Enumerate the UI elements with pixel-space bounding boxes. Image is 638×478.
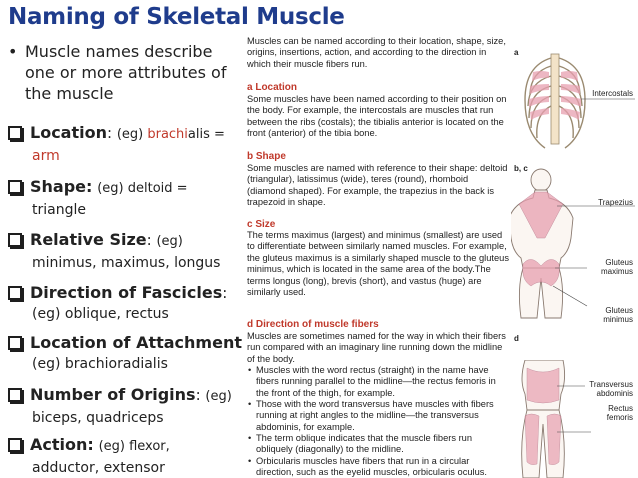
bullet-dot-icon: • [8,42,18,61]
section-b-heading: b Shape [247,151,286,162]
section-d-bullet: • Orbicularis muscles have fibers that run in a circular direction, such as the eyelid muscles, orbicularis oculus. [248,456,487,478]
attribute-term: Location [30,123,107,142]
section-c-heading: c Size [247,219,276,230]
label-gluteus-maximus: Gluteus maximus [600,258,633,276]
attribute-term: Direction of Fascicles [30,283,223,302]
section-a-heading: a Location [247,82,298,93]
attribute-term: Relative Size [30,230,147,249]
attribute-example: (eg) flexor, [98,439,170,454]
intro-bullet [8,41,244,104]
ribcage-illustration [511,44,638,159]
attribute-item-attachment [8,332,244,374]
back-muscles-illustration [511,168,638,328]
label-rectus-femoris: Rectus femoris [606,404,633,422]
checkbox-bullet-icon [8,126,22,140]
attribute-example-cont: adductor, extensor [32,460,165,476]
section-a-text: Some muscles have been named according to their position on the body. For example, the intercostals are muscles that run between the ribs (costals); the tibialis anterior is located on the front (anterior) of the tibia bone. [247,94,507,139]
intro-text: Muscle names describe one or more attributes of the muscle [25,42,227,103]
section-d-bullet: • The term oblique indicates that the muscle fibers run obliquely (diagonally) to the midline. [248,433,473,455]
attribute-term: Shape: [30,177,93,196]
checkbox-bullet-icon [8,336,22,350]
attribute-item-direction: Direction of Fascicles: (eg) oblique, rectus [8,282,244,324]
checkbox-bullet-icon [8,233,22,247]
label-intercostals: Intercostals [592,89,633,98]
section-d-bullet: • Muscles with the word rectus (straight) in the name have fibers running parallel to the midline—the rectus femoris in the front of the thigh, for example. [248,365,496,398]
panel-intro: Muscles can be named according to their location, shape, size, origins, insertions, action, and according to the direction in which their muscle fibers run. [247,36,506,69]
checkbox-bullet-icon [8,180,22,194]
section-c-text: The terms maximus (largest) and minimus (smallest) are used to differentiate between similarly named muscles. For example, the gluteus maximus is a similarly shaped muscle to the gluteus minimus, which is located in the same area of the body.The terms longus (long), brevis (short), and vastus (huge) are similarly used. [247,230,509,298]
checkbox-bullet-icon [8,388,22,402]
label-trapezius: Trapezius [598,198,633,207]
section-d-heading: d Direction of muscle fibers [247,319,379,330]
section-b-text: Some muscles are named with reference to their shape: deltoid (triangular), latissimus (wide), teres (round), rhomboid (diamond shaped). For example, the trapezius in the back is trapezoid in shape. [247,163,508,208]
attribute-example: (eg) deltoid = [97,181,188,196]
figure-letter-bc: b, c [514,164,528,173]
checkbox-bullet-icon [8,286,22,300]
attribute-example: (eg) [116,127,148,142]
label-gluteus-minimus: Gluteus minimus [603,306,633,324]
attribute-example-cont: (eg) oblique, rectus [32,306,169,322]
attribute-item-action [8,434,244,478]
textbook-figure-panel [243,30,638,478]
attribute-example-cont: biceps, quadriceps [32,410,164,426]
checkbox-bullet-icon [8,438,22,452]
figure-letter-a: a [514,48,519,57]
attribute-example-cont: minimus, maximus, longus [32,255,221,271]
attribute-example-cont: arm [32,148,60,164]
attribute-item-origins: Number of Origins: (eg) biceps, quadriceps [8,384,244,428]
attribute-example-cont: (eg) brachioradialis [32,356,168,372]
attribute-example-cont: triangle [32,202,86,218]
attribute-example: (eg) [205,389,232,404]
section-d-text: Muscles are sometimes named for the way in which their fibers run compared with an imaginary line running down the midline of the body. [247,331,506,364]
attribute-item-relative-size: Relative Size: (eg) minimus, maximus, longus [8,229,244,273]
attribute-example: (eg) [156,234,183,249]
slide-title: Naming of Skeletal Muscle [8,4,345,30]
attribute-term: Location of Attachment [30,333,242,352]
label-transversus-abdominis: Transversus abdominis [589,380,633,398]
section-d-bullet: • Those with the word transversus have muscles with fibers running at right angles to the midline—the transversus abdominis, for example. [248,399,494,432]
figure-letter-d: d [514,334,519,343]
attribute-term: Action: [30,435,94,454]
attribute-term: Number of Origins [30,385,196,404]
attribute-item-shape [8,176,244,220]
attribute-item-location: Location: (eg) brachialis = arm [8,122,244,166]
